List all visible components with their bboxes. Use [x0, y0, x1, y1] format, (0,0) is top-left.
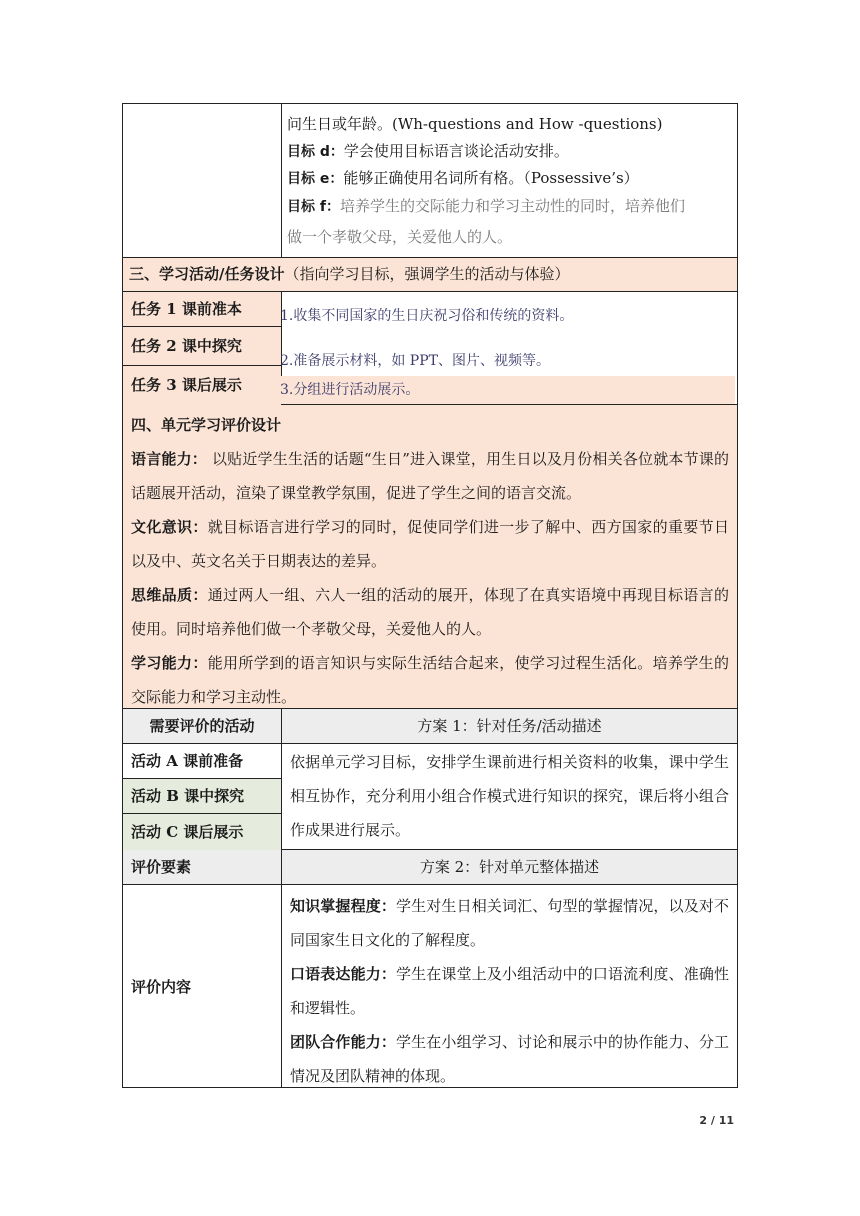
task-3-label: 任务 3 课后展示 — [123, 366, 281, 405]
goals-right-cell — [282, 104, 737, 257]
eval-culture: 文化意识：就目标语言进行学习的同时，促使同学们进一步了解中、西方国家的重要节日以及中、英文名关于日期表达的差异。 — [131, 518, 729, 570]
eval-learning: 学习能力：能用所学到的语言知识与实际生活结合起来，使学习过程生活化。培养学生的交际能力和学习主动性。 — [131, 654, 729, 706]
task-item-3: 3.分组进行活动展示。 — [280, 376, 735, 404]
activities-left-column — [123, 744, 282, 849]
tasks-right-cell — [282, 292, 737, 404]
eval-oral: 口语表达能力：学生在课堂上及小组活动中的口语流利度、准确性和逻辑性。 — [290, 965, 729, 1017]
eval-content-right — [282, 885, 737, 1087]
lesson-plan-table — [122, 103, 738, 1088]
goal-f-cont: 做一个孝敬父母，关爱他人的人。 — [287, 228, 513, 246]
section4-row — [122, 405, 738, 709]
task-2-label: 任务 2 课中探究 — [123, 327, 281, 366]
eval-header-right: 方案 1：针对任务/活动描述 — [417, 717, 602, 735]
task-item-1: 1.收集不同国家的生日庆祝习俗和传统的资料。 — [280, 308, 574, 324]
activities-row — [122, 744, 738, 850]
goal-f: 目标 f：培养学生的交际能力和学习主动性的同时，培养他们 — [287, 197, 685, 215]
eval-elements-right: 方案 2：针对单元整体描述 — [419, 858, 600, 876]
eval-teamwork: 团队合作能力：学生在小组学习、讨论和展示中的协作能力、分工情况及团队精神的体现。 — [290, 1033, 729, 1085]
eval-language: 语言能力： 以贴近学生生活的话题“生日”进入课堂，用生日以及月份相关各位就本节课的话题展开活动，渲染了课堂教学氛围，促进了学生之间的语言交流。 — [131, 450, 729, 502]
section3-heading-row — [122, 258, 738, 292]
goals-row — [122, 103, 738, 258]
eval-content-left: 评价内容 — [123, 885, 282, 1087]
eval-thinking: 思维品质：通过两人一组、六人一组的活动的展开，体现了在真实语境中再现目标语言的使用。同时培养他们做一个孝敬父母，关爱他人的人。 — [131, 586, 729, 638]
activity-description: 依据单元学习目标，安排学生课前进行相关资料的收集，课中学生相互协作，充分利用小组合作模式进行知识的探究，课后将小组合作成果进行展示。 — [290, 753, 729, 839]
activity-c-label: 活动 C 课后展示 — [123, 814, 281, 850]
tasks-left-column — [123, 292, 282, 404]
task-item-2: 2.准备展示材料，如 PPT、图片、视频等。 — [280, 353, 550, 369]
goals-left-cell — [123, 104, 282, 257]
eval-header-row — [122, 709, 738, 744]
task-1-label: 任务 1 课前准本 — [123, 292, 281, 327]
eval-content-row — [122, 885, 738, 1088]
eval-header-left: 需要评价的活动 — [123, 709, 282, 743]
goal-question-line: 问生日或年龄。(Wh-questions and How -questions) — [287, 115, 663, 133]
activity-b-label: 活动 B 课中探究 — [123, 779, 281, 814]
page-number: 2 / 11 — [699, 1114, 734, 1127]
section3-heading: 三、学习活动/任务设计（指向学习目标，强调学生的活动与体验） — [129, 265, 570, 283]
eval-elements-left: 评价要素 — [123, 850, 282, 884]
section4-content — [123, 405, 737, 708]
activity-a-label: 活动 A 课前准备 — [123, 744, 281, 779]
eval-elements-row — [122, 850, 738, 885]
tasks-row — [122, 292, 738, 405]
goal-d: 目标 d：学会使用目标语言谈论活动安排。 — [287, 142, 569, 160]
section4-heading: 四、单元学习评价设计 — [131, 416, 282, 434]
goal-e: 目标 e：能够正确使用名词所有格。（Possessive’s） — [287, 169, 639, 187]
eval-knowledge: 知识掌握程度：学生对生日相关词汇、句型的掌握情况，以及对不同国家生日文化的了解程度。 — [290, 897, 729, 949]
